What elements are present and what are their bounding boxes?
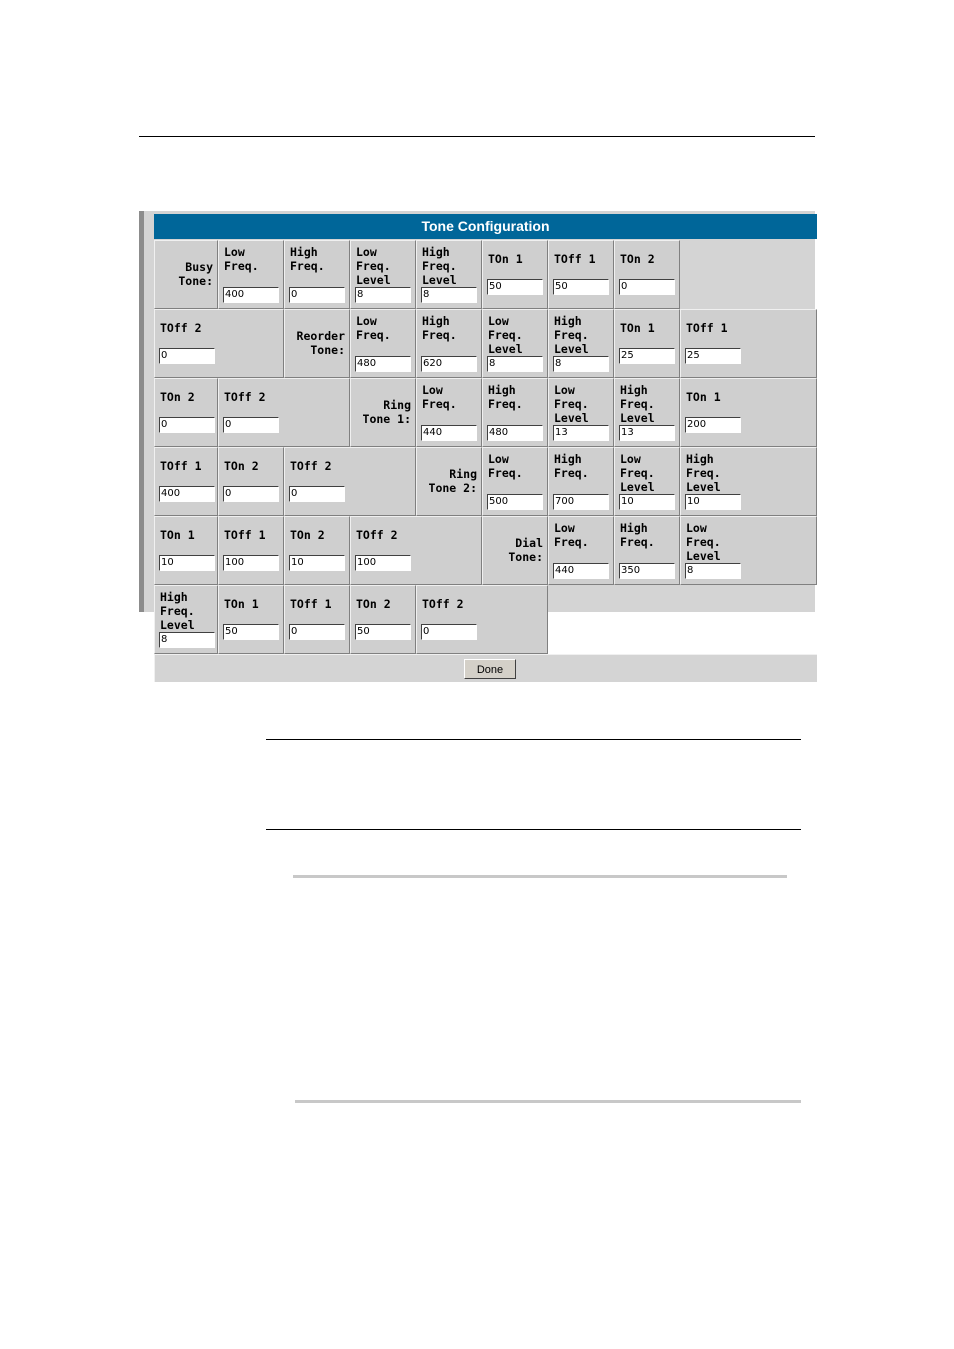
column-label: Low Freq. bbox=[224, 245, 259, 273]
row-label: Dial Tone: bbox=[508, 536, 543, 564]
column-label: Low Freq. Level bbox=[686, 521, 721, 563]
low-freq-field[interactable]: 440 bbox=[421, 425, 477, 441]
high-freq-field[interactable]: 620 bbox=[421, 356, 477, 372]
param-cell bbox=[680, 309, 817, 378]
param-cell bbox=[218, 447, 284, 516]
row-label-cell bbox=[154, 240, 218, 309]
ton1-field[interactable]: 50 bbox=[487, 279, 543, 295]
column-label: High Freq. bbox=[422, 314, 457, 342]
param-cell bbox=[350, 309, 416, 378]
param-cell bbox=[482, 378, 548, 447]
param-cell bbox=[680, 378, 817, 447]
column-label: TOff 1 bbox=[160, 459, 202, 473]
param-cell bbox=[154, 309, 284, 378]
column-label: TOn 2 bbox=[224, 459, 259, 473]
column-label: TOff 2 bbox=[422, 597, 464, 611]
ton1-field[interactable]: 10 bbox=[159, 555, 215, 571]
column-label: High Freq. Level bbox=[422, 245, 457, 287]
tone-grid bbox=[154, 240, 817, 723]
param-cell bbox=[614, 447, 680, 516]
column-label: Low Freq. bbox=[356, 314, 391, 342]
column-label: High Freq. bbox=[488, 383, 523, 411]
param-cell bbox=[482, 447, 548, 516]
param-cell bbox=[218, 240, 284, 309]
row-label: Reorder Tone: bbox=[296, 329, 345, 357]
column-label: High Freq. Level bbox=[620, 383, 655, 425]
low-freq-field[interactable]: 500 bbox=[487, 494, 543, 510]
low-freq-level-field[interactable]: 8 bbox=[487, 356, 543, 372]
done-button[interactable]: Done bbox=[464, 659, 516, 679]
column-label: Low Freq. Level bbox=[554, 383, 589, 425]
ton2-field[interactable]: 50 bbox=[355, 624, 411, 640]
param-cell bbox=[284, 447, 416, 516]
param-cell bbox=[284, 240, 350, 309]
param-cell bbox=[154, 516, 218, 585]
high-freq-level-field[interactable]: 13 bbox=[619, 425, 675, 441]
tone-configuration-panel bbox=[139, 211, 815, 676]
param-cell bbox=[350, 516, 482, 585]
param-cell bbox=[548, 516, 614, 585]
row-label: Busy Tone: bbox=[178, 260, 213, 288]
column-label: Low Freq. Level bbox=[620, 452, 655, 494]
row-label-cell bbox=[416, 447, 482, 516]
column-label: Low Freq. Level bbox=[488, 314, 523, 356]
toff1-field[interactable]: 100 bbox=[223, 555, 279, 571]
column-label: High Freq. Level bbox=[554, 314, 589, 356]
toff1-field[interactable]: 400 bbox=[159, 486, 215, 502]
panel-footer bbox=[154, 654, 817, 682]
toff2-field[interactable]: 0 bbox=[159, 348, 215, 364]
column-label: High Freq. Level bbox=[160, 590, 195, 632]
high-freq-field[interactable]: 700 bbox=[553, 494, 609, 510]
column-label: TOn 2 bbox=[160, 390, 195, 404]
row-label-cell bbox=[350, 378, 416, 447]
param-cell bbox=[154, 447, 218, 516]
column-label: TOff 1 bbox=[686, 321, 728, 335]
high-freq-level-field[interactable]: 8 bbox=[553, 356, 609, 372]
column-label: TOff 2 bbox=[290, 459, 332, 473]
param-cell bbox=[218, 585, 284, 654]
column-label: TOn 1 bbox=[160, 528, 195, 542]
low-freq-field[interactable]: 400 bbox=[223, 287, 279, 303]
toff1-field[interactable]: 50 bbox=[553, 279, 609, 295]
high-freq-level-field[interactable]: 8 bbox=[421, 287, 477, 303]
ton2-field[interactable]: 10 bbox=[289, 555, 345, 571]
top-divider bbox=[139, 136, 815, 137]
low-freq-field[interactable]: 480 bbox=[355, 356, 411, 372]
row-label-cell bbox=[482, 516, 548, 585]
param-cell bbox=[350, 585, 416, 654]
column-label: TOn 1 bbox=[488, 252, 523, 266]
toff1-field[interactable]: 0 bbox=[289, 624, 345, 640]
column-label: TOff 1 bbox=[224, 528, 266, 542]
high-freq-field[interactable]: 0 bbox=[289, 287, 345, 303]
panel-title: Tone Configuration bbox=[154, 214, 817, 239]
column-label: TOn 1 bbox=[686, 390, 721, 404]
low-freq-field[interactable]: 440 bbox=[553, 563, 609, 579]
param-cell bbox=[680, 516, 817, 585]
param-cell bbox=[154, 585, 218, 654]
column-label: High Freq. bbox=[290, 245, 325, 273]
column-label: High Freq. Level bbox=[686, 452, 721, 494]
ton2-field[interactable]: 0 bbox=[159, 417, 215, 433]
gray-divider-2 bbox=[295, 1100, 801, 1103]
column-label: TOn 1 bbox=[620, 321, 655, 335]
column-label: TOn 2 bbox=[356, 597, 391, 611]
column-label: High Freq. bbox=[620, 521, 655, 549]
toff2-field[interactable]: 0 bbox=[421, 624, 477, 640]
column-label: TOff 2 bbox=[160, 321, 202, 335]
column-label: Low Freq. bbox=[422, 383, 457, 411]
param-cell bbox=[218, 516, 284, 585]
param-cell bbox=[284, 516, 350, 585]
low-freq-level-field[interactable]: 10 bbox=[619, 494, 675, 510]
row-label: Ring Tone 1: bbox=[362, 398, 411, 426]
param-cell bbox=[482, 240, 548, 309]
toff2-field[interactable]: 100 bbox=[355, 555, 411, 571]
param-cell bbox=[614, 240, 680, 309]
param-cell bbox=[614, 309, 680, 378]
column-label: TOff 2 bbox=[356, 528, 398, 542]
param-cell bbox=[548, 309, 614, 378]
gray-divider-1 bbox=[293, 875, 787, 878]
param-cell bbox=[154, 378, 218, 447]
param-cell bbox=[614, 378, 680, 447]
low-freq-level-field[interactable]: 8 bbox=[355, 287, 411, 303]
column-label: TOff 2 bbox=[224, 390, 266, 404]
param-cell bbox=[548, 240, 614, 309]
param-cell bbox=[416, 378, 482, 447]
high-freq-level-field[interactable]: 8 bbox=[159, 632, 215, 648]
column-label: Low Freq. bbox=[554, 521, 589, 549]
low-freq-level-field[interactable]: 13 bbox=[553, 425, 609, 441]
toff2-field[interactable]: 0 bbox=[223, 417, 279, 433]
column-label: TOn 1 bbox=[224, 597, 259, 611]
row-label: Ring Tone 2: bbox=[428, 467, 477, 495]
column-label: High Freq. bbox=[554, 452, 589, 480]
column-label: TOff 1 bbox=[554, 252, 596, 266]
column-label: Low Freq. Level bbox=[356, 245, 391, 287]
param-cell bbox=[416, 309, 482, 378]
row-label-cell bbox=[284, 309, 350, 378]
ton1-field[interactable]: 25 bbox=[619, 348, 675, 364]
param-cell bbox=[350, 240, 416, 309]
note-divider-bottom bbox=[266, 829, 801, 830]
low-freq-level-field[interactable]: 8 bbox=[685, 563, 741, 579]
param-cell bbox=[482, 309, 548, 378]
ton2-field[interactable]: 0 bbox=[223, 486, 279, 502]
high-freq-field[interactable]: 350 bbox=[619, 563, 675, 579]
param-cell bbox=[218, 378, 350, 447]
param-cell bbox=[416, 585, 548, 654]
ton1-field[interactable]: 200 bbox=[685, 417, 741, 433]
high-freq-field[interactable]: 480 bbox=[487, 425, 543, 441]
param-cell bbox=[416, 240, 482, 309]
param-cell bbox=[680, 447, 817, 516]
param-cell bbox=[284, 585, 350, 654]
toff2-field[interactable]: 0 bbox=[289, 486, 345, 502]
column-label: Low Freq. bbox=[488, 452, 523, 480]
note-divider-top bbox=[266, 739, 801, 740]
column-label: TOn 2 bbox=[290, 528, 325, 542]
toff1-field[interactable]: 25 bbox=[685, 348, 741, 364]
ton1-field[interactable]: 50 bbox=[223, 624, 279, 640]
param-cell bbox=[548, 447, 614, 516]
param-cell bbox=[614, 516, 680, 585]
param-cell bbox=[548, 378, 614, 447]
column-label: TOn 2 bbox=[620, 252, 655, 266]
ton2-field[interactable]: 0 bbox=[619, 279, 675, 295]
column-label: TOff 1 bbox=[290, 597, 332, 611]
high-freq-level-field[interactable]: 10 bbox=[685, 494, 741, 510]
